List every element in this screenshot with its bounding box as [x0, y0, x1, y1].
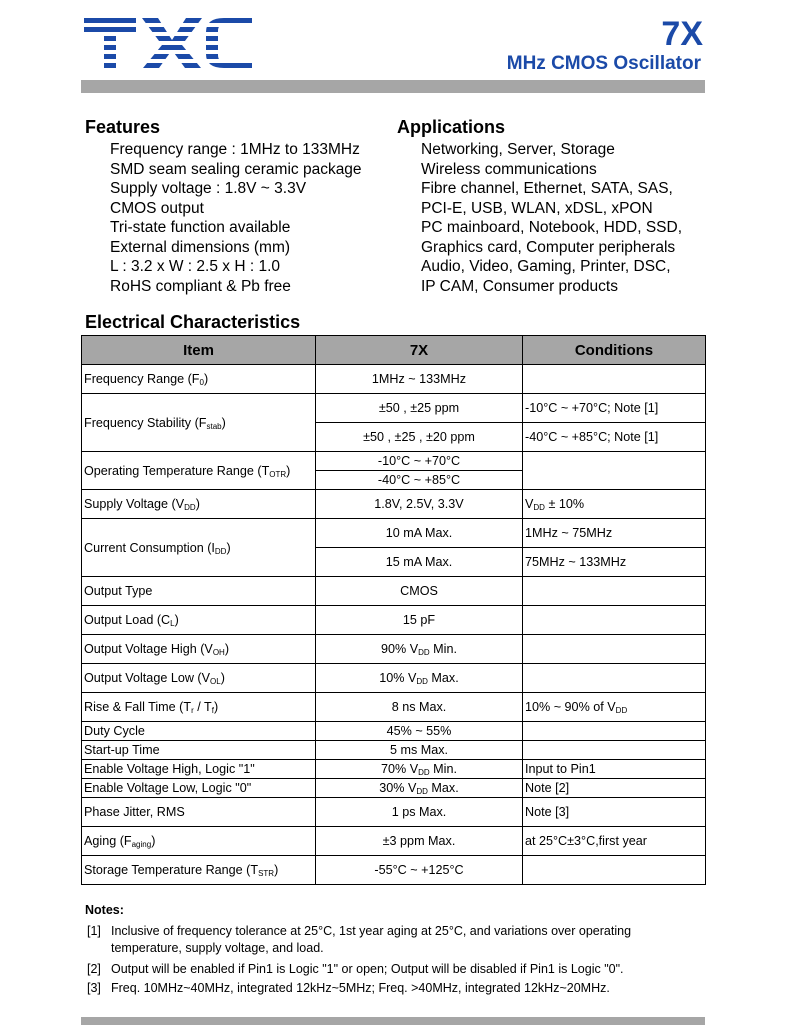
item-cell: Enable Voltage High, Logic "1" — [82, 760, 316, 779]
list-item: Fibre channel, Ethernet, SATA, SAS, — [421, 180, 673, 197]
item-cell: Output Voltage Low $(V_{OL})$ — [82, 664, 316, 693]
table-row — [82, 722, 706, 741]
item-cell: Rise & Fall Time $(T_r / T_f)$ — [82, 693, 316, 722]
value-cell: 5 ms Max. — [316, 741, 523, 760]
condition-cell: Input to Pin1 — [523, 760, 706, 779]
header-divider — [81, 80, 705, 93]
condition-cell: -10°C ~ +70°C; Note [1] — [523, 394, 706, 423]
value-cell: ±50 , ±25 , ±20 ppm — [316, 423, 523, 452]
item-cell: Start-up Time — [82, 741, 316, 760]
condition-cell — [523, 741, 706, 760]
item-cell: Enable Voltage Low, Logic "0" — [82, 779, 316, 798]
list-item: PC mainboard, Notebook, HDD, SSD, — [421, 219, 683, 236]
notes-heading: Notes: — [85, 903, 124, 917]
table-row — [82, 606, 706, 635]
column-header: Item — [82, 336, 316, 365]
condition-cell: $V_{DD} \pm 10\%$ — [523, 490, 706, 519]
condition-cell — [523, 606, 706, 635]
footer-divider — [81, 1017, 705, 1025]
table-row — [82, 798, 706, 827]
item-cell: Operating Temperature Range $(T_{OTR})$ — [82, 452, 316, 490]
features-heading: Features — [85, 117, 161, 137]
condition-cell — [523, 664, 706, 693]
column-header: Conditions — [523, 336, 706, 365]
list-item: PCI-E, USB, WLAN, xDSL, xPON — [421, 199, 653, 217]
list-item: External dimensions (mm) — [110, 238, 291, 256]
value-cell: 45% ~ 55% — [316, 722, 523, 741]
condition-cell: 10% ~ 90% of $V_{DD}$ — [523, 693, 706, 722]
condition-cell — [523, 365, 706, 394]
table-row — [82, 856, 706, 885]
column-header: 7X — [316, 336, 523, 365]
value-cell: 8 ns Max. — [316, 693, 523, 722]
list-item: Wireless communications — [421, 160, 597, 178]
list-item: Graphics card, Computer peripherals — [421, 238, 676, 256]
table-row — [82, 635, 706, 664]
applications-list — [421, 140, 682, 296]
value-cell: 30% $V_{DD}$ Max. — [316, 779, 523, 798]
condition-cell: at 25°C±3°C,first year — [523, 827, 706, 856]
item-cell: Frequency Stability $(F_{stab})$ — [82, 394, 316, 452]
value-cell: -55°C ~ +125°C — [316, 856, 523, 885]
note-number: [3] — [87, 981, 101, 995]
note-number: [1] — [87, 924, 101, 938]
condition-cell: Note [2] — [523, 779, 706, 798]
note-1 — [87, 923, 697, 957]
list-item: Tri-state function available — [110, 219, 291, 236]
table-row — [82, 827, 706, 856]
electrical-characteristics-table — [81, 335, 706, 885]
applications-heading: Applications — [397, 117, 506, 137]
condition-cell: Note [3] — [523, 798, 706, 827]
value-cell: -10°C ~ +70°C — [316, 452, 523, 471]
table-row — [82, 490, 706, 519]
value-cell: 90% $V_{DD}$ Min. — [316, 635, 523, 664]
condition-cell — [523, 722, 706, 741]
table-row — [82, 741, 706, 760]
item-cell: Output Load $(C_L)$ — [82, 606, 316, 635]
table-row — [82, 760, 706, 779]
list-item: L : 3.2 x W : 2.5 x H : 1.0 — [110, 258, 280, 275]
value-cell: CMOS — [316, 577, 523, 606]
value-cell: ±3 ppm Max. — [316, 827, 523, 856]
table-row — [82, 664, 706, 693]
table-row — [82, 394, 706, 423]
list-item: Supply voltage : 1.8V ~ 3.3V — [110, 180, 307, 197]
item-cell: Phase Jitter, RMS — [82, 798, 316, 827]
list-item: IP CAM, Consumer products — [421, 277, 618, 295]
value-cell: 1 ps Max. — [316, 798, 523, 827]
value-cell: 10 mA Max. — [316, 519, 523, 548]
condition-cell — [523, 452, 706, 490]
list-item: CMOS output — [110, 199, 204, 217]
table-row — [82, 693, 706, 722]
value-cell: 15 mA Max. — [316, 548, 523, 577]
value-cell: 15 pF — [316, 606, 523, 635]
item-cell: Storage Temperature Range $(T_{STR})$ — [82, 856, 316, 885]
item-cell: Supply Voltage $(V_{DD})$ — [82, 490, 316, 519]
condition-cell — [523, 856, 706, 885]
note-text: Inclusive of frequency tolerance at 25°C, 1st year aging at 25°C, and variations over operating — [111, 924, 632, 938]
table-row — [82, 365, 706, 394]
condition-cell: 1MHz ~ 75MHz — [523, 519, 706, 548]
note-2 — [87, 961, 697, 978]
item-cell: Duty Cycle — [82, 722, 316, 741]
features-list — [110, 140, 362, 296]
table-header-row — [82, 336, 706, 365]
item-cell: Current Consumption $(I_{DD})$ — [82, 519, 316, 577]
value-cell: 1MHz ~ 133MHz — [316, 365, 523, 394]
note-number: [2] — [87, 962, 101, 976]
item-cell: Aging $(F_{aging})$ — [82, 827, 316, 856]
table-row — [82, 577, 706, 606]
value-cell: 10% $V_{DD}$ Max. — [316, 664, 523, 693]
table-row — [82, 779, 706, 798]
condition-cell — [523, 635, 706, 664]
list-item: Networking, Server, Storage — [421, 141, 615, 158]
value-cell: 70% $V_{DD}$ Min. — [316, 760, 523, 779]
condition-cell: 75MHz ~ 133MHz — [523, 548, 706, 577]
condition-cell: -40°C ~ +85°C; Note [1] — [523, 423, 706, 452]
list-item: Frequency range : 1MHz to 133MHz — [110, 141, 360, 158]
condition-cell — [523, 577, 706, 606]
product-subtitle: MHz CMOS Oscillator — [506, 53, 701, 74]
list-item: Audio, Video, Gaming, Printer, DSC, — [421, 258, 671, 275]
table-row — [82, 519, 706, 548]
note-3 — [87, 980, 697, 997]
electrical-characteristics-heading: Electrical Characteristics — [85, 312, 301, 332]
list-item: SMD seam sealing ceramic package — [110, 160, 362, 178]
model-name: 7X — [661, 15, 703, 53]
value-cell: -40°C ~ +85°C — [316, 471, 523, 490]
item-cell: Output Type — [82, 577, 316, 606]
item-cell: Output Voltage High $(V_{OH})$ — [82, 635, 316, 664]
value-cell: 1.8V, 2.5V, 3.3V — [316, 490, 523, 519]
txc-logo — [84, 18, 252, 74]
list-item: RoHS compliant & Pb free — [110, 277, 291, 295]
item-cell: Frequency Range $(F_0)$ — [82, 365, 316, 394]
value-cell: ±50 , ±25 ppm — [316, 394, 523, 423]
note-text: temperature, supply voltage, and load. — [111, 941, 324, 955]
note-text: Output will be enabled if Pin1 is Logic "1" or open; Output will be disabled if Pin1 is Logic "0". — [111, 962, 624, 976]
note-text: Freq. 10MHz~40MHz, integrated 12kHz~5MHz; Freq. >40MHz, integrated 12kHz~20MHz. — [111, 981, 610, 995]
table-row — [82, 452, 706, 471]
